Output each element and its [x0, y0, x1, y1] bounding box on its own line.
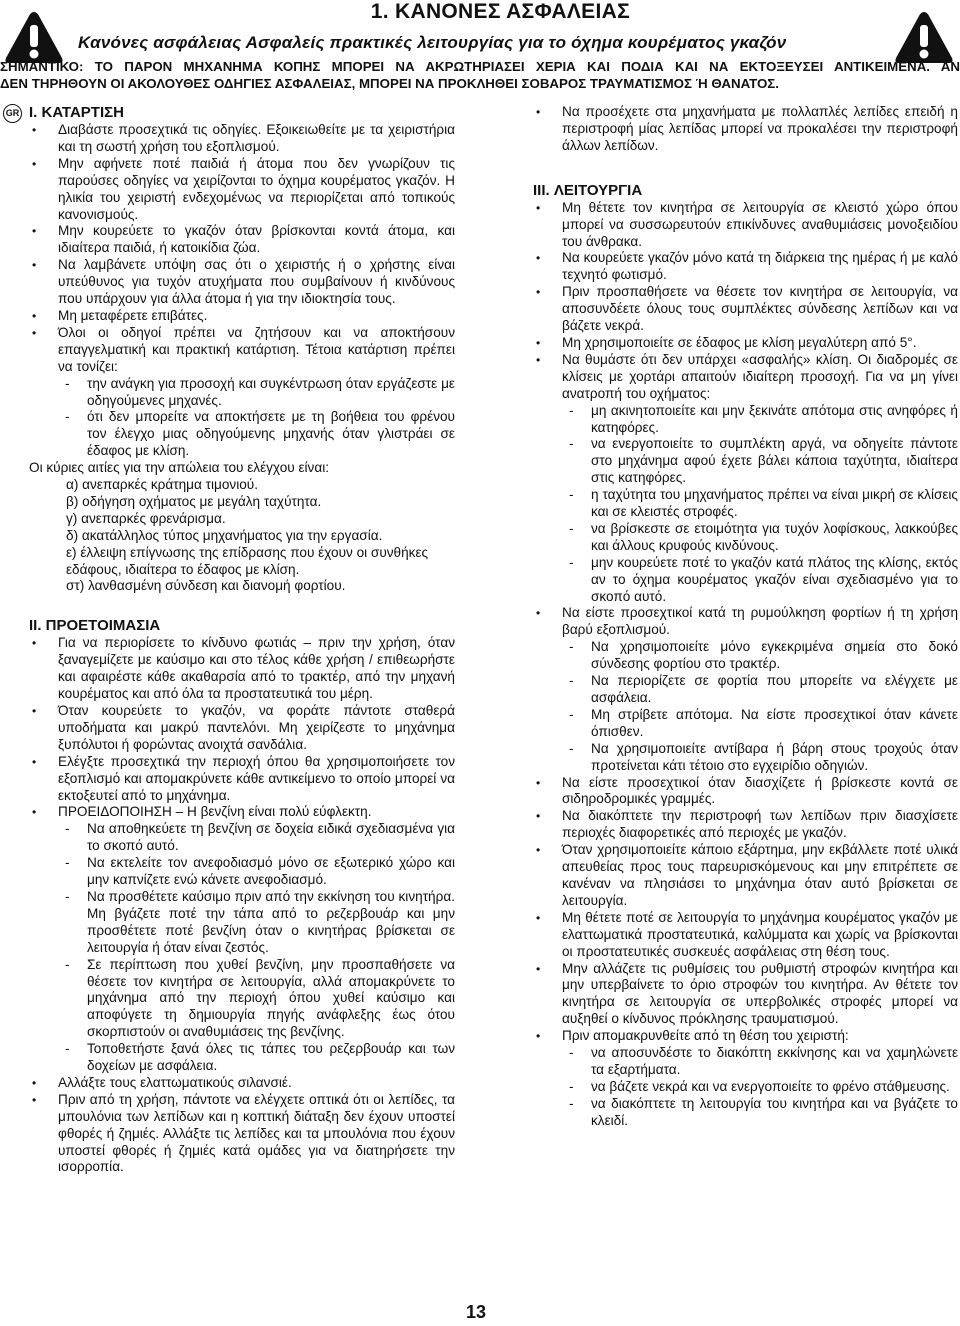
sub-list-item: - να βάζετε νεκρά και να ενεργοποιείτε το φρένο στάθμευσης.: [569, 1078, 950, 1094]
sub-list-item: - την ανάγκη για προσοχή και συγκέντρωση όταν εργάζεστε με οδηγούμενες μηχανές.: [65, 375, 455, 408]
right-column: [533, 104, 958, 1130]
sub-list-item: - η ταχύτητα του μηχανήματος πρέπει να είναι μικρή σε κλίσεις και σε κλειστές στροφές.: [569, 487, 958, 520]
list-item: • Μη θέτετε τον κινητήρα σε λειτουργία σε κλειστό χώρο όπου μπορεί να συσσωρευτούν επικίνδυνες αναθυμιάσεις μονοξειδίου του άνθρακα.: [533, 200, 958, 251]
cause-item: β) οδήγηση οχήματος με μεγάλη ταχύτητα.: [66, 493, 322, 509]
list-item: • Να κουρεύετε γκαζόν μόνο κατά τη διάρκεια της ημέρας ή με καλό τεχνητό φωτισμό.: [533, 250, 958, 284]
sub-list-item: - μη ακινητοποιείτε και μην ξεκινάτε απότομα στις ανηφόρες ή κατηφόρες.: [569, 402, 958, 435]
language-badge: GR: [3, 104, 22, 123]
cause-item: στ) λανθασμένη σύνδεση και διανομή φορτίου.: [66, 578, 346, 594]
page-subtitle: Κανόνες ασφάλειας Ασφαλείς πρακτικές λειτουργίας για το όχημα κουρέματος γκαζόν: [78, 33, 787, 52]
list-item: • Να θυμάστε ότι δεν υπάρχει «ασφαλής» κλίση. Οι διαδρομές σε κλίσεις με χορτάρι απαιτούν ιδιαίτερη προσοχή. Για να μη γίνει ανατροπή του οχήματος:: [533, 352, 958, 403]
sub-list-item: - Σε περίπτωση που χυθεί βενζίνη, μην προσπαθήσετε να θέσετε τον κινητήρα σε λειτουργία, αλλά απομακρύνετε το μηχάνημα από την περιοχή όπου χυθεί καύσιμο και αποφύγετε τη δημιουργία πηγής ανάφλεξης έως ότου σκορπιστούν οι αναθυμιάσεις της βενζίνης.: [65, 956, 455, 1040]
list-item: • Για να περιορίσετε το κίνδυνο φωτιάς – πριν την χρήση, όταν ξαναγεμίζετε με καύσιμο και στο τέλος κάθε χρήση / επιθεωρήστε και αφαιρέστε κάθε ακαθαρσία από το τρακτέρ, από την μηχανή κουρέματος και από όλα τα προστατευτικά του μέρη.: [29, 635, 455, 703]
list-item: • Μη μεταφέρετε επιβάτες.: [29, 308, 455, 325]
cause-item: ε) έλλειψη επίγνωσης της επίδρασης που έχουν οι συνθήκες εδάφους, ιδιαίτερα το έδαφος με κλίση.: [66, 544, 429, 577]
list-item: • Πριν προσπαθήσετε να θέσετε τον κινητήρα σε λειτουργία, να αποσυνδέετε όλους τους συμπλέκτες σύνδεσης λεπίδων και να βάζετε νεκρά.: [533, 284, 958, 335]
sub-list-item: - Να εκτελείτε τον ανεφοδιασμό μόνο σε εξωτερικό χώρο και μην καπνίζετε ενώ κάνετε ανεφοδιασμό.: [65, 855, 455, 888]
list-item: • ΠΡΟΕΙΔΟΠΟΙΗΣΗ – Η βενζίνη είναι πολύ εύφλεκτη.: [29, 804, 455, 821]
list-item: • Πριν απομακρυνθείτε από τη θέση του χειριστή:: [533, 1028, 958, 1045]
left-column: [29, 104, 455, 1176]
page-title: 1. ΚΑΝΟΝΕΣ ΑΣΦΑΛΕΙΑΣ: [370, 0, 630, 23]
list-item: • Να είστε προσεχτικοί κατά τη ρυμούλκηση φορτίων ή τη χρήση βαρύ εξοπλισμού.: [533, 605, 958, 639]
causes-intro: Οι κύριες αιτίες για την απώλεια του ελέγχου είναι:: [29, 460, 330, 476]
sub-list-item: - Να προσθέτετε καύσιμο πριν από την εκκίνηση του κινητήρα. Μη βγάζετε ποτέ την τάπα από το ρεζερβουάρ και μην προσθέτετε ποτέ βενζίνη όταν ο κινητήρας βρίσκεται σε λειτουργία ή όταν είναι ζεστός.: [65, 888, 455, 955]
sub-list-item: - Να αποθηκεύετε τη βενζίνη σε δοχεία ειδικά σχεδιασμένα για το σκοπό αυτό.: [65, 821, 455, 854]
warning-line: ΣΗΜΑΝΤΙΚΟ: ΤΟ ΠΑΡΟΝ ΜΗΧΑΝΗΜΑ ΚΟΠΗΣ ΜΠΟΡΕΙ ΝΑ ΑΚΡΩΤΗΡΙΑΣΕΙ ΧΕΡΙΑ ΚΑΙ ΠΟΔΙΑ ΚΑΙ ΝΑ ΕΚΤΟΞΕΥΣΕΙ ΑΝΤΙΚΕΙΜΕΝΑ. ΑΝ: [0, 59, 960, 74]
cause-item: γ) ανεπαρκές φρενάρισμα.: [66, 510, 226, 526]
list-item: • Ελέγξτε προσεχτικά την περιοχή όπου θα χρησιμοποιήσετε τον εξοπλισμό και απομακρύνετε κάθε αντικείμενο το οποίο μπορεί να εκτοξευτεί από το μηχάνημα.: [29, 754, 455, 805]
page-number: 13: [466, 1302, 487, 1322]
sub-list-item: - ότι δεν μπορείτε να αποκτήσετε με τη βοήθεια του φρένου τον έλεγχο μιας οδηγούμενης μηχανής όταν γλιστράει σε έδαφος με κλίση.: [65, 409, 455, 459]
sub-list-item: - να αποσυνδέστε το διακόπτη εκκίνησης και να χαμηλώνετε τα εξαρτήματα.: [569, 1045, 958, 1077]
warning-exclamation-icon: [4, 10, 64, 65]
list-item: • Να είστε προσεχτικοί όταν διασχίζετε ή βρίσκεστε κοντά σε σιδηροδρομικές γραμμές.: [533, 775, 958, 809]
list-item: • Μη θέτετε ποτέ σε λειτουργία το μηχάνημα κουρέματος γκαζόν με ελαττωματικά προστατευτικά, καλύμματα και χωρίς να βρίσκονται οι προστατευτικές συσκευές ασφάλειας στη θέση τους.: [533, 910, 958, 961]
sub-list-item: - Να χρησιμοποιείτε μόνο εγκεκριμένα σημεία στο δοκό σύνδεσης φορτίου στο τρακτέρ.: [569, 639, 958, 672]
list-item: • Να διακόπτετε την περιστροφή των λεπίδων πριν διασχίσετε περιοχές διαφορετικές από περιοχές με γκαζόν.: [533, 808, 958, 842]
warning-line: ΔΕΝ ΤΗΡΗΘΟΥΝ ΟΙ ΑΚΟΛΟΥΘΕΣ ΟΔΗΓΙΕΣ ΑΣΦΑΛΕΙΑΣ, ΜΠΟΡΕΙ ΝΑ ΠΡΟΚΛΗΘΕΙ ΣΟΒΑΡΟΣ ΤΡΑΥΜΑΤΙΣΜΟΣ Ή ΘΑΝΑΤΟΣ.: [0, 76, 779, 91]
list-item: • Μην κουρεύετε το γκαζόν όταν βρίσκονται κοντά άτομα, και ιδιαίτερα παιδιά, ή κατοικίδια ζώα.: [29, 223, 455, 257]
sub-list-item: - Τοποθετήστε ξανά όλες τις τάπες του ρεζερβουάρ και των δοχείων με ασφάλεια.: [65, 1041, 455, 1074]
list-item: • Μην αλλάζετε τις ρυθμίσεις του ρυθμιστή στροφών κινητήρα και μην υπερβαίνετε το όριο στροφών του κινητήρα. Αν θέτετε τον κινητήρα σε λειτουργία σε υπερβολικές στροφές μπορεί να αυξηθεί ο κίνδυνος πρόκλησης τραυματισμού.: [533, 961, 958, 1029]
list-item: • Να προσέχετε στα μηχανήματα με πολλαπλές λεπίδες επειδή η περιστροφή μίας λεπίδας μπορεί να προκαλέσει την περιστροφή άλλων λεπίδων.: [533, 104, 958, 155]
list-item: • Αλλάξτε τους ελαττωματικούς σιλανσιέ.: [29, 1075, 455, 1092]
list-item: • Όταν κουρεύετε το γκαζόν, να φοράτε πάντοτε σταθερά υποδήματα και μακρύ παντελόνι. Μη χειρίζεστε το μηχάνημα ξυπόλυτοι ή φορώντας ανοιχτά σανδάλια.: [29, 703, 455, 754]
list-item: • Πριν από τη χρήση, πάντοτε να ελέγχετε οπτικά ότι οι λεπίδες, τα μπουλόνια των λεπίδων και η κοπτική διάταξη δεν έχουν υποστεί φθορές ή ζημιές. Αλλάξτε τις λεπίδες και τα μπουλόνια που έχουν υποστεί φθορές ή ζημιές κατά ομάδες για να διατηρήσετε την ισορροπία.: [29, 1092, 455, 1177]
section-heading-preparation: II. ΠΡΟΕΤΟΙΜΑΣΙΑ: [29, 617, 161, 635]
section-heading-operation: III. ΛΕΙΤΟΥΡΓΙΑ: [533, 181, 643, 199]
sub-list-item: - Να χρησιμοποιείτε αντίβαρα ή βάρη στους τροχούς όταν προτείνεται κάτι τέτοιο στο εγχειρίδιο οδηγιών.: [569, 740, 958, 773]
important-warning: [0, 58, 960, 92]
sub-list-item: - να βρίσκεστε σε ετοιμότητα για τυχόν λοφίσκους, λακκούβες και άλλους κρυφούς κινδύνους.: [569, 520, 958, 553]
list-item: • Όταν χρησιμοποιείτε κάποιο εξάρτημα, μην εκβάλλετε ποτέ υλικά απευθείας προς τους παρευρισκόμενους και μην επιτρέπετε σε κανέναν να πλησιάσει το μηχάνημα όταν αυτό βρίσκεται σε λειτουργία.: [533, 842, 958, 910]
list-item: • Μην αφήνετε ποτέ παιδιά ή άτομα που δεν γνωρίζουν τις παρούσες οδηγίες να χειρίζονται το όχημα κουρέματος γκαζόν. Η ηλικία του χειριστή ενδεχομένως να περιορίζεται από τοπικούς κανονισμούς.: [29, 156, 455, 224]
sub-list-item: - Να περιορίζετε σε φορτία που μπορείτε να ελέγχετε με ασφάλεια.: [569, 673, 958, 705]
sub-list-item: - να διακόπτετε τη λειτουργία του κινητήρα και να βγάζετε το κλειδί.: [569, 1095, 958, 1128]
list-item: • Να λαμβάνετε υπόψη σας ότι ο χειριστής ή ο χρήστης είναι υπεύθυνος για τυχόν ατυχήματα που συμβαίνουν ή κινδύνους που υπάρχουν για άλλα άτομα ή για την ιδιοκτησία τους.: [29, 257, 455, 308]
cause-item: α) ανεπαρκές κράτημα τιμονιού.: [66, 477, 258, 493]
list-item: • Μη χρησιμοποιείτε σε έδαφος με κλίση μεγαλύτερη από 5°.: [533, 335, 958, 352]
sub-list-item: - μην κουρεύετε ποτέ το γκαζόν κατά πλάτος της κλίσης, εκτός αν το όχημα κουρέματος γκαζόν είναι σχεδιασμένο για το σκοπό αυτό.: [569, 554, 958, 604]
list-item: • Όλοι οι οδηγοί πρέπει να ζητήσουν και να αποκτήσουν επαγγελματική και πρακτική κατάρτιση. Τέτοια κατάρτιση πρέπει να τονίζει:: [29, 325, 455, 376]
sub-list-item: - να ενεργοποιείτε το συμπλέκτη αργά, να οδηγείτε πάντοτε στο μηχάνημα αφού έχετε βάλει κάποια ταχύτητα, ιδιαίτερα στις κατηφόρες.: [569, 436, 958, 486]
section-heading-training: I. ΚΑΤΑΡΤΙΣΗ: [29, 104, 124, 121]
list-item: • Διαβάστε προσεχτικά τις οδηγίες. Εξοικειωθείτε με τα χειριστήρια και τη σωστή χρήση του εξοπλισμού.: [29, 122, 455, 156]
warning-exclamation-icon: [894, 10, 954, 65]
sub-list-item: - Μη στρίβετε απότομα. Να είστε προσεχτικοί όταν κάνετε όπισθεν.: [569, 706, 958, 739]
cause-item: δ) ακατάλληλος τύπος μηχανήματος για την εργασία.: [66, 527, 383, 543]
